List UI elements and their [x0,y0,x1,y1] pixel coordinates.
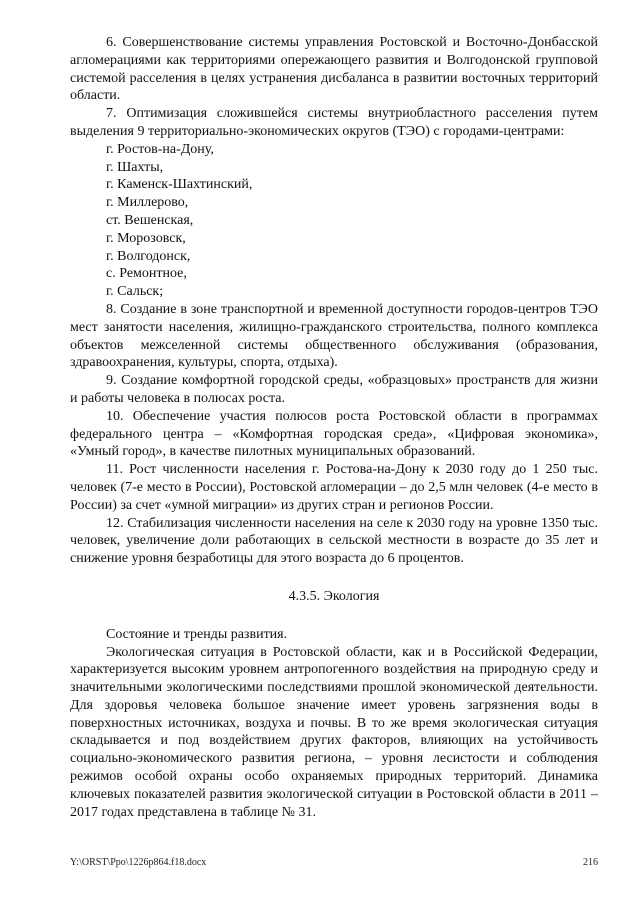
section-subheading: Состояние и тренды развития. [106,626,288,642]
item-6: 6. Совершенствование системы управления Ростовской и Восточно-Донбасской агломерациями как территориями опережающего развития и Волгодонской групповой системой расселения в целях устранения дисбаланса в развитии восточных территорий области. [70,35,598,104]
city-list [70,141,598,301]
page-footer [70,857,598,869]
item-10: 10. Обеспечение участия полюсов роста Ростовской области в программах федерального центра – «Комфортная городская среда», «Цифровая экономика», «Умный город», в качестве пилотных муниципальных образований. [70,408,598,460]
city-list-item: ст. Вешенская, [106,212,194,228]
footer-file-path: Y:\ORST\Ppo\1226p864.f18.docx [70,857,207,868]
item-7: 7. Оптимизация сложившейся системы внутриобластного расселения путем выделения 9 территориально-экономических округов (ТЭО) с городами-центрами: [70,106,598,139]
footer-page-number: 216 [583,857,598,868]
city-list-item: г. Миллерово, [106,195,189,211]
city-list-item: г. Каменск-Шахтинский, [106,177,253,193]
city-list-item: г. Морозовск, [106,230,186,246]
city-list-item: г. Ростов-на-Дону, [106,141,214,157]
city-list-item: г. Сальск; [106,284,164,300]
section-body: Экологическая ситуация в Ростовской области, как и в Российской Федерации, характеризуется высоким уровнем антропогенного воздействия на природную среду и значительными экологическими последствиями прошлой экономической деятельности. Для здоровья человека большое значение имеет уровень загрязнения воды в поверхностных источниках, воздуха и почвы. В то же время экологическая ситуация складывается и под воздействием других факторов, влияющих на устойчивость социально-экономического развития региона, – уровня лесистости и соблюдения режимов особой охраны особо охраняемых природных территорий. Динамика ключевых показателей развития экологической ситуации в Ростовской области в 2011 – 2017 годах представлена в таблице № 31. [70,644,598,820]
item-11: 11. Рост численности населения г. Ростова-на-Дону к 2030 году до 1 250 тыс. человек (7-е место в России), Ростовской агломерации – до 2,5 млн человек (4-е место в России) за счет «умной миграции» из других стран и регионов России. [70,462,598,513]
item-8: 8. Создание в зоне транспортной и временной доступности городов-центров ТЭО мест занятости населения, жилищно-гражданского строительства, полного комплекса объектов межселенной системы общественного обслуживания (образования, здравоохранения, культуры, спорта, отдыха). [70,301,598,371]
section-heading: 4.3.5. Экология [288,588,380,604]
city-list-item: г. Волгодонск, [106,248,191,264]
item-9: 9. Создание комфортной городской среды, «образцовых» пространств для жизни и работы человека в полюсах роста. [70,373,598,406]
city-list-item: г. Шахты, [106,159,164,175]
city-list-item: с. Ремонтное, [106,266,187,282]
item-12: 12. Стабилизация численности населения на селе к 2030 году на уровне 1350 тыс. человек, увеличение доли работающих в сельской местности в возрасте до 35 лет и снижение уровня безработицы для этого возраста до 6 процентов. [70,515,598,567]
document-page [70,34,598,821]
